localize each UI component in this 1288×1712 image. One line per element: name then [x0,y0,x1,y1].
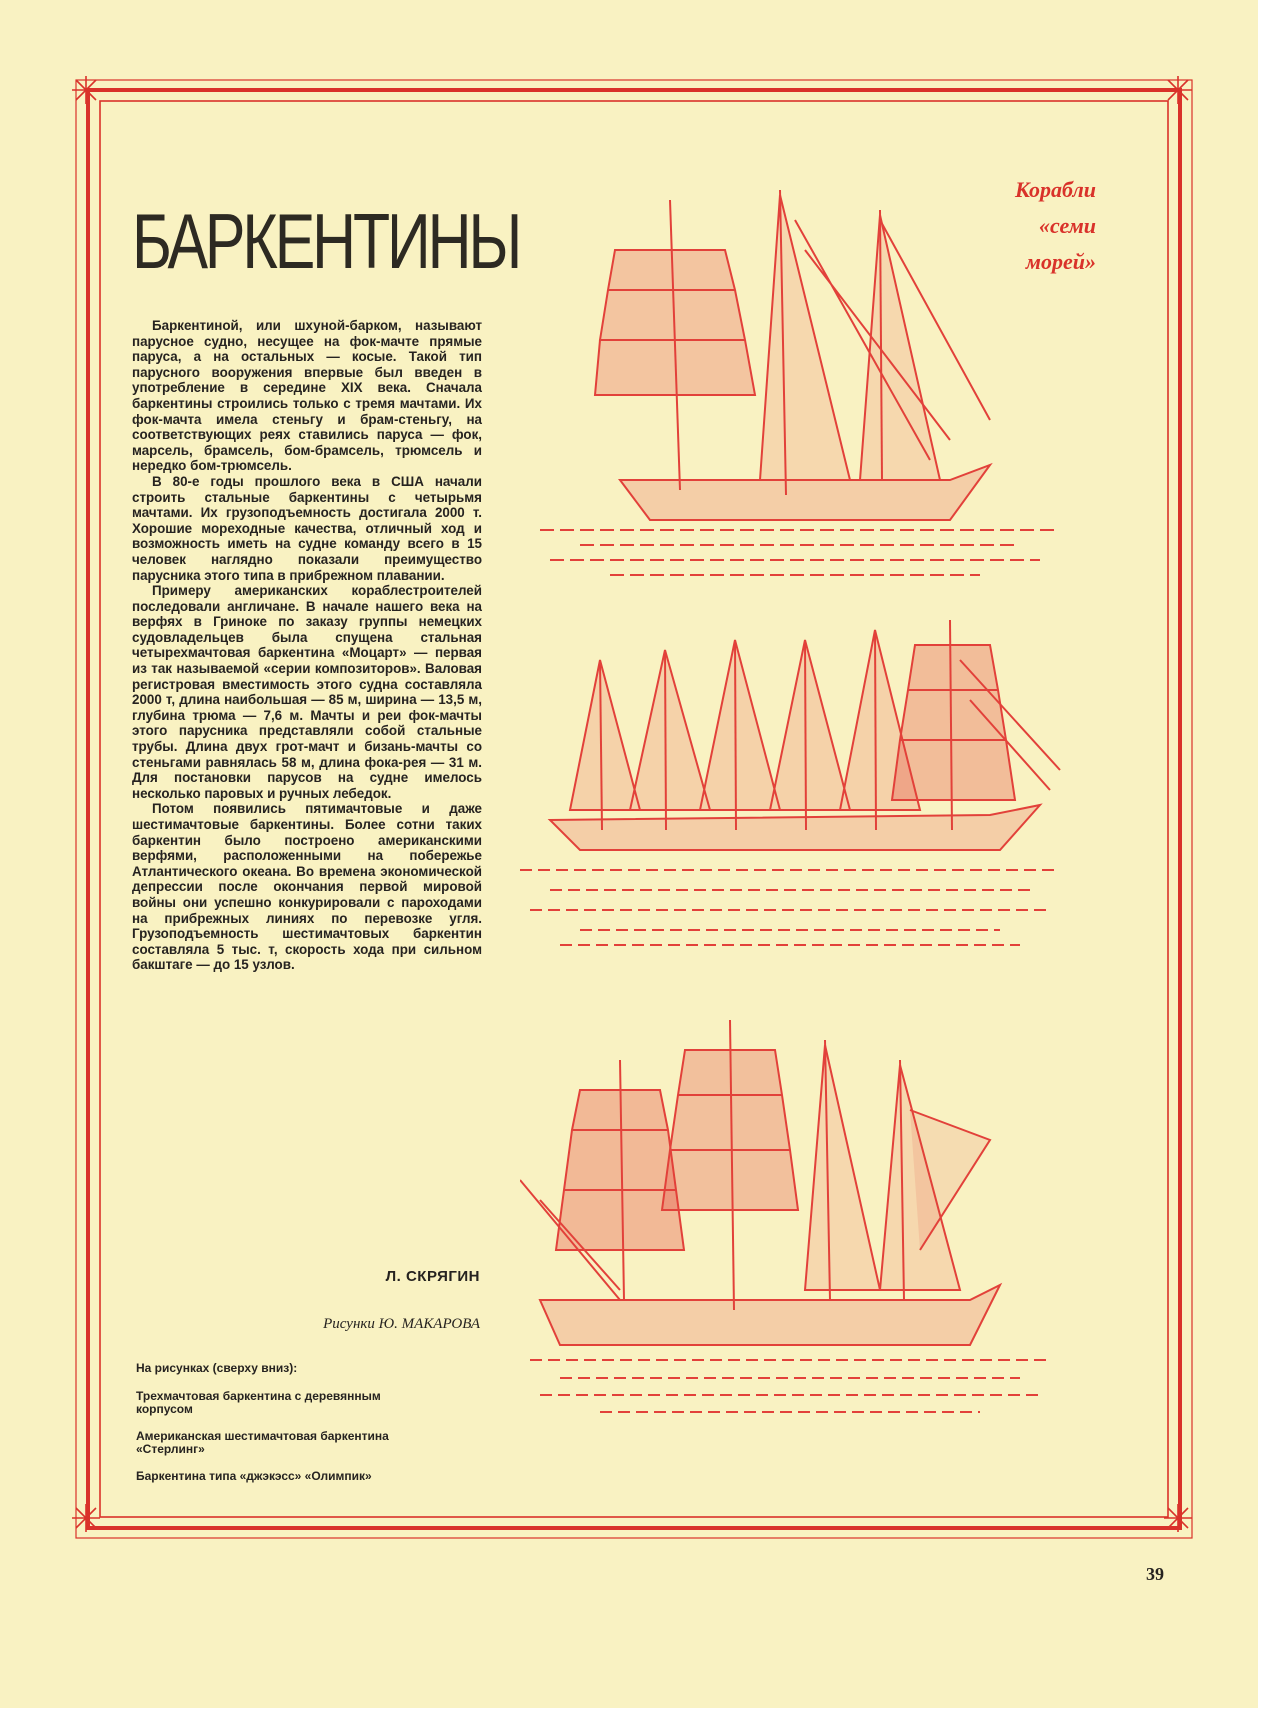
series-line: Корабли [1014,177,1096,202]
captions-heading: На рисунках (сверху вниз): [136,1361,298,1375]
series-line: «семи [1039,213,1096,238]
page-title: БАРКЕНТИНЫ [132,197,520,285]
series-line: морей» [1025,249,1096,274]
paragraph: Баркентиной, или шхуной-барком, называют парусное судно, несущее на фок-мачте прямые паруса, а на остальных — косые. Такой тип парусного вооружения впервые был введен в употребление в середине XIX века. Сначала баркентины строились только с тремя мачтами. Их фок-мачта имела стеньгу и брам-стеньгу, на соответствующих реях ставились паруса — фок, марсель, брамсель, бом-брамсель, трюмсель и нередко бом-трюмсель. [132,318,482,474]
paragraph: В 80-е годы прошлого века в США начали строить стальные баркентины с четырьмя мачтами. Их грузоподъемность достигала 2000 т. Хорошие мореходные качества, отличный ход и возможность иметь на судне команду всего в 15 человек наглядно показали преимущество парусника этого типа в прибрежном плавании. [132,473,482,583]
ship-illustration-six-mast [520,600,1080,960]
illustrator-credit: Рисунки Ю. МАКАРОВА [323,1316,480,1332]
caption-item: Трехмачтовая баркентина с деревянным корпусом [136,1388,381,1416]
paragraph: Потом появились пятимачтовые и даже шестимачтовые баркентины. Более сотни таких баркентин было построено американскими верфями, расположенными на побережье Атлантического океана. Во времена экономической депрессии после окончания первой мировой войны они успешно конкурировали с пароходами на прибрежных линиях по перевозке угля. Грузоподъемность шестимачтовых баркентин составляла 5 тыс. т, скорость хода при сильном бакштаге — до 15 узлов. [132,801,482,973]
caption-item: Американская шестимачтовая баркентина «Стерлинг» [136,1428,389,1456]
article-body [132,318,482,973]
figure-captions [136,1362,406,1496]
ship-illustration-jackass [520,1000,1080,1420]
caption-item: Баркентина типа «джэкэсс» «Олимпик» [136,1468,372,1483]
paragraph: Примеру американских кораблестроителей последовали англичане. В начале нашего века на верфях в Гриноке по заказу группы немецких судовладельцев была спущена стальная четырехмачтовая баркентина «Моцарт» — первая из так называемой «серии композиторов». Валовая регистровая вместимость этого судна составляла 2000 т, длина наибольшая — 85 м, ширина — 13,5 м, глубина трюма — 7,6 м. Мачты и реи фок-мачты этого парусника представляли собой стальные трубы. Длина двух грот-мачт и бизань-мачты со стеньгами равнялась 58 м, длина фока-рея — 31 м. Для постановки парусов на судне имелось несколько паровых и ручных лебедок. [132,583,482,801]
author-name: Л. СКРЯГИН [385,1268,480,1285]
page-number: 39 [1146,1564,1164,1584]
ship-illustration-three-mast [520,180,1080,580]
